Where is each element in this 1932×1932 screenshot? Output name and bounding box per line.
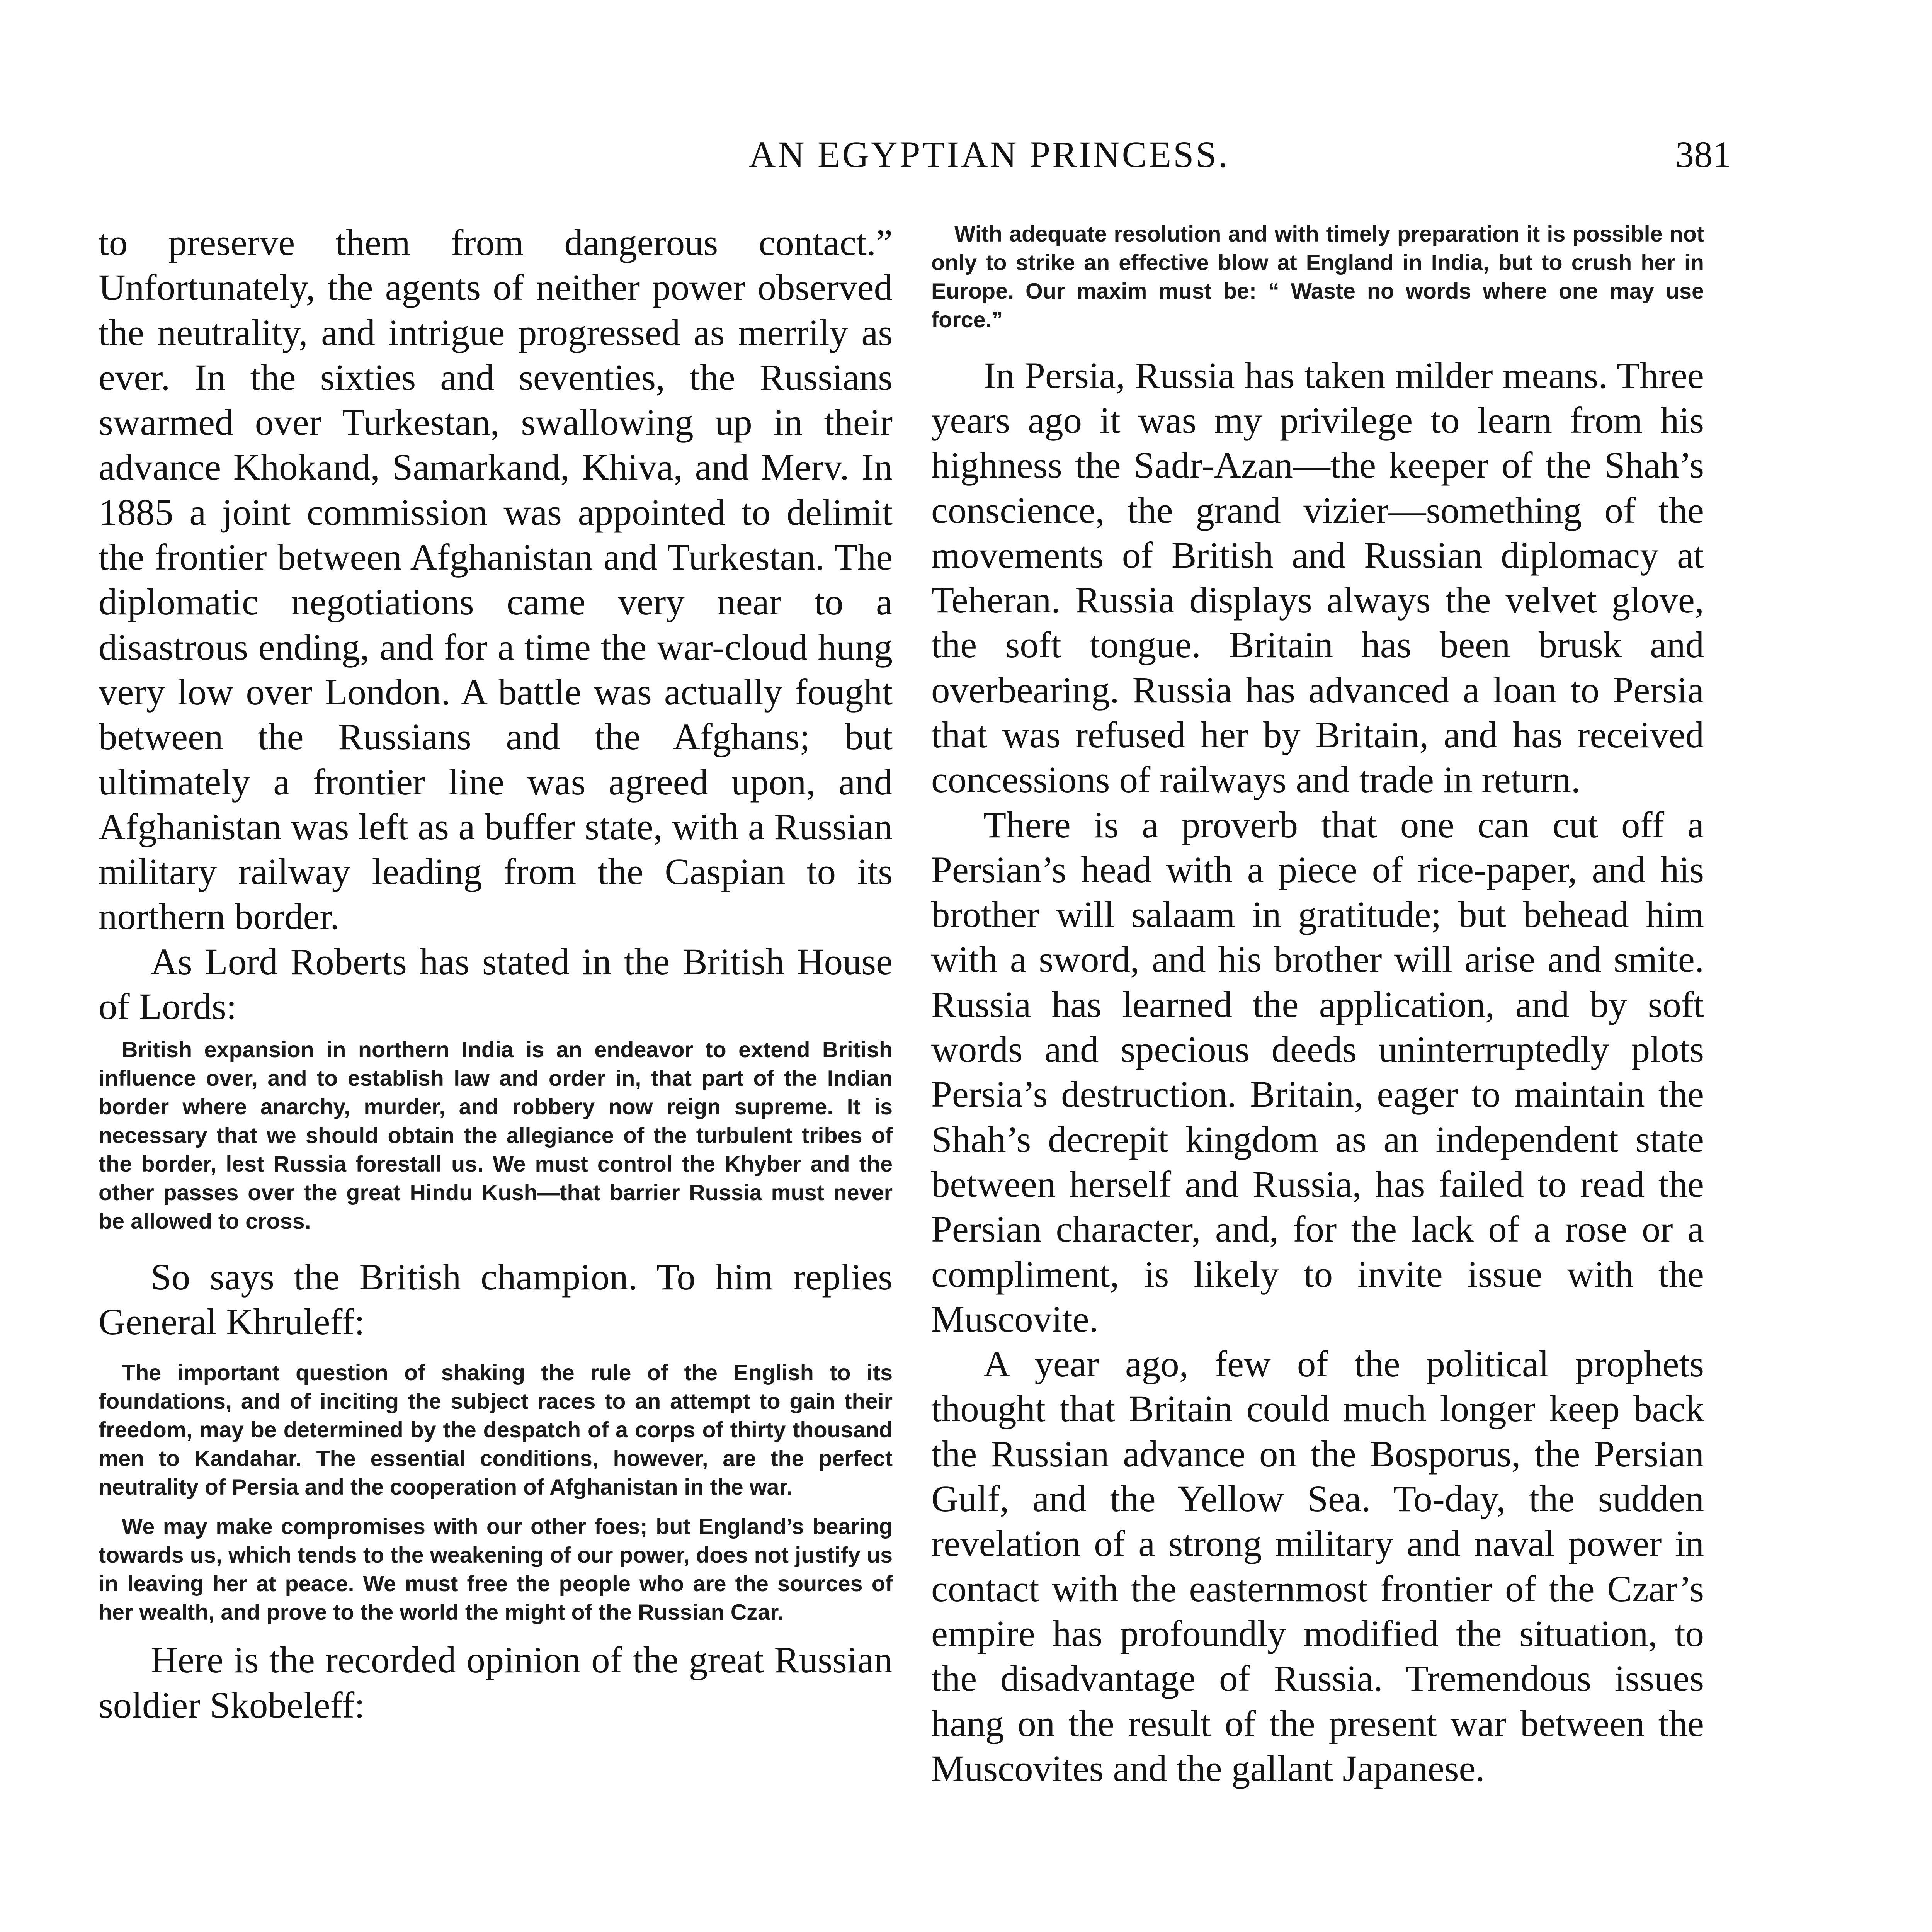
block-quote: The important question of shaking the rule of the English to its foundations, and of inciting the subject races to an attempt to gain their freedom, may be determined by the despatch of a corps of thirty thousand men to Kandahar. The essential conditions, however, are the perfect neutrality of Persia and the cooperation of Afghanistan in the war. [99,1361,893,1500]
left-column [99,220,893,1728]
page-header [0,0,1932,216]
paragraph: So says the British champion. To him replies General Khruleff: [99,1256,893,1342]
page-number: 381 [1675,134,1731,175]
right-column [931,220,1704,1791]
block-quote: British expansion in northern India is an endeavor to extend British influence over, and to establish law and order in, that part of the Indian border where anarchy, murder, and robbery now reign supreme. It is necessary that we should obtain the allegiance of the turbulent tribes of the border, lest Russia forestall us. We must control the Khyber and the other passes over the great Hindu Kush—that barrier Russia must never be allowed to cross. [99,1037,893,1234]
paragraph: There is a proverb that one can cut off a Persian’s head with a piece of rice-paper, and his brother will salaam in gratitude; but behead him with a sword, and his brother will arise and smite. Russia has learned the application, and by soft words and specious deeds uninterruptedly plots Persia’s destruction. Britain, eager to maintain the Shah’s decrepit kingdom as an independent state between herself and Russia, has failed to read the Persian character, and, for the lack of a rose or a compliment, is likely to invite issue with the Muscovite. [931,804,1704,1340]
block-quote: With adequate resolution and with timely preparation it is possible not only to strike an effective blow at England in India, but to crush her in Europe. Our maxim must be: “ Waste no words where one may use force.” [931,222,1704,332]
paragraph: A year ago, few of the political prophets thought that Britain could much longer keep back the Russian advance on the Bosporus, the Persian Gulf, and the Yellow Sea. To-day, the sudden revelation of a strong military and naval power in contact with the easternmost frontier of the Czar’s empire has profoundly modified the situation, to the disadvantage of Russia. Tremendous issues hang on the result of the present war between the Muscovites and the gallant Japanese. [931,1343,1704,1789]
paragraph: In Persia, Russia has taken milder means. Three years ago it was my privilege to learn from his highness the Sadr-Azan—the keeper of the Shah’s conscience, the grand vizier—something of the movements of British and Russian diplomacy at Teheran. Russia displays always the velvet glove, the soft tongue. Britain has been brusk and overbearing. Russia has advanced a loan to Persia that was refused her by Britain, and has received concessions of railways and trade in return. [931,354,1704,801]
paragraph: to preserve them from dangerous contact.” Unfortunately, the agents of neither power observed the neutrality, and intrigue progressed as merrily as ever. In the sixties and seventies, the Russians swarmed over Turkestan, swallowing up in their advance Khokand, Samarkand, Khiva, and Merv. In 1885 a joint commission was appointed to delimit the frontier between Afghanistan and Turkestan. The diplomatic negotiations came very near to a disastrous ending, and for a time the war-cloud hung very low over London. A battle was actually fought between the Russians and the Afghans; but ultimately a frontier line was agreed upon, and Afghanistan was left as a buffer state, with a Russian military railway leading from the Caspian to its northern border. [99,222,893,937]
paragraph: As Lord Roberts has stated in the British House of Lords: [99,940,893,1027]
paragraph: Here is the recorded opinion of the great Russian soldier Skobeleff: [99,1639,893,1726]
running-title: AN EGYPTIAN PRINCESS. [749,134,1230,175]
block-quote: We may make compromises with our other foes; but England’s bearing towards us, which tends to the weakening of our power, does not justify us in leaving her at peace. We must free the people who are the sources of her wealth, and prove to the world the might of the Russian Czar. [99,1514,893,1625]
